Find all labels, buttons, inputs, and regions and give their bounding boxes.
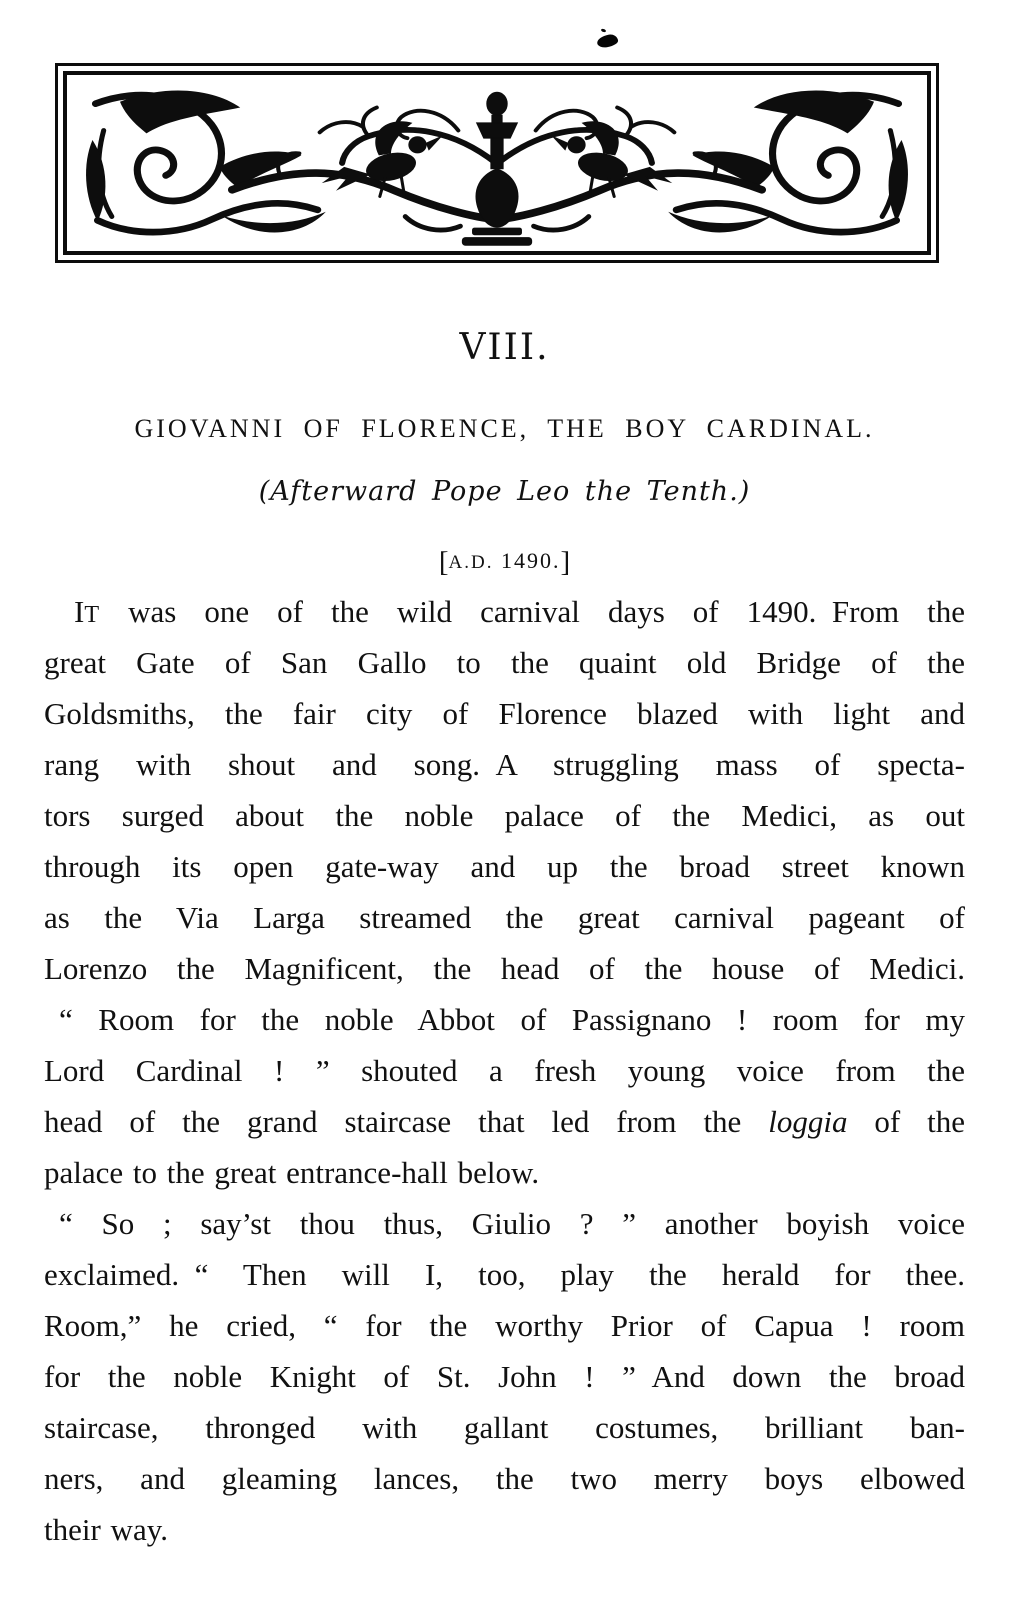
dateline-era: A.D. bbox=[448, 552, 494, 573]
text-line: tors surged about the noble palace of the Medici, as out bbox=[44, 798, 965, 833]
text-line: great Gate of San Gallo to the quaint old Bridge of the bbox=[44, 645, 965, 680]
text-line: as the Via Larga streamed the great carnival pageant of bbox=[44, 900, 965, 935]
candelabrum-motif bbox=[462, 92, 531, 245]
text-line: exclaimed. “ Then will I, too, play the herald for thee. bbox=[44, 1257, 965, 1292]
ink-blot bbox=[596, 33, 619, 48]
acanthus-scroll-left bbox=[86, 90, 496, 232]
body-text bbox=[44, 586, 965, 1555]
text-line: through its open gate-way and up the broad street known bbox=[44, 849, 965, 884]
dateline bbox=[0, 545, 1009, 580]
text-line: “ So ; say’st thou thus, Giulio ? ” another boyish voice bbox=[59, 1206, 965, 1241]
chapter-title: GIOVANNI OF FLORENCE, THE BOY CARDINAL. bbox=[134, 414, 875, 443]
text-line: “ Room for the noble Abbot of Passignano ! room for my bbox=[59, 1002, 965, 1037]
text-line: their way. bbox=[44, 1512, 168, 1547]
chapter-subtitle: (Afterward Pope Leo the Tenth.) bbox=[258, 476, 751, 507]
text-line: rang with shout and song. A struggling mass of specta- bbox=[44, 747, 965, 782]
engraved-headpiece-image bbox=[67, 75, 927, 251]
text-line: ners, and gleaming lances, the two merry boys elbowed bbox=[44, 1461, 965, 1496]
acanthus-scroll-right bbox=[498, 90, 908, 232]
text-line: staircase, thronged with gallant costumes, brilliant ban- bbox=[44, 1410, 965, 1445]
dateline-open-bracket: [ bbox=[438, 546, 449, 578]
small-cap: T bbox=[84, 601, 101, 628]
text-line: Goldsmiths, the fair city of Florence blazed with light and bbox=[44, 696, 965, 731]
text-line: Lorenzo the Magnificent, the head of the house of Medici. bbox=[44, 951, 965, 986]
dateline-close-bracket: ] bbox=[560, 546, 571, 578]
text-line: IT was one of the wild carnival days of 1490. From the bbox=[74, 594, 965, 629]
italic-word: loggia bbox=[768, 1104, 848, 1139]
dateline-year: 1490. bbox=[493, 548, 561, 573]
text-line: Room,” he cried, “ for the worthy Prior of Capua ! room bbox=[44, 1308, 965, 1343]
chapter-number: VIII. bbox=[459, 327, 550, 368]
text-line: head of the grand staircase that led from the loggia of the bbox=[44, 1104, 965, 1139]
headpiece-inner-rule bbox=[63, 71, 931, 255]
ink-speck bbox=[601, 28, 607, 33]
text-line: Lord Cardinal ! ” shouted a fresh young voice from the bbox=[44, 1053, 965, 1088]
headpiece-frame bbox=[55, 63, 939, 263]
text-line: palace to the great entrance-hall below. bbox=[44, 1155, 540, 1190]
text-line: for the noble Knight of St. John ! ” And down the broad bbox=[44, 1359, 965, 1394]
